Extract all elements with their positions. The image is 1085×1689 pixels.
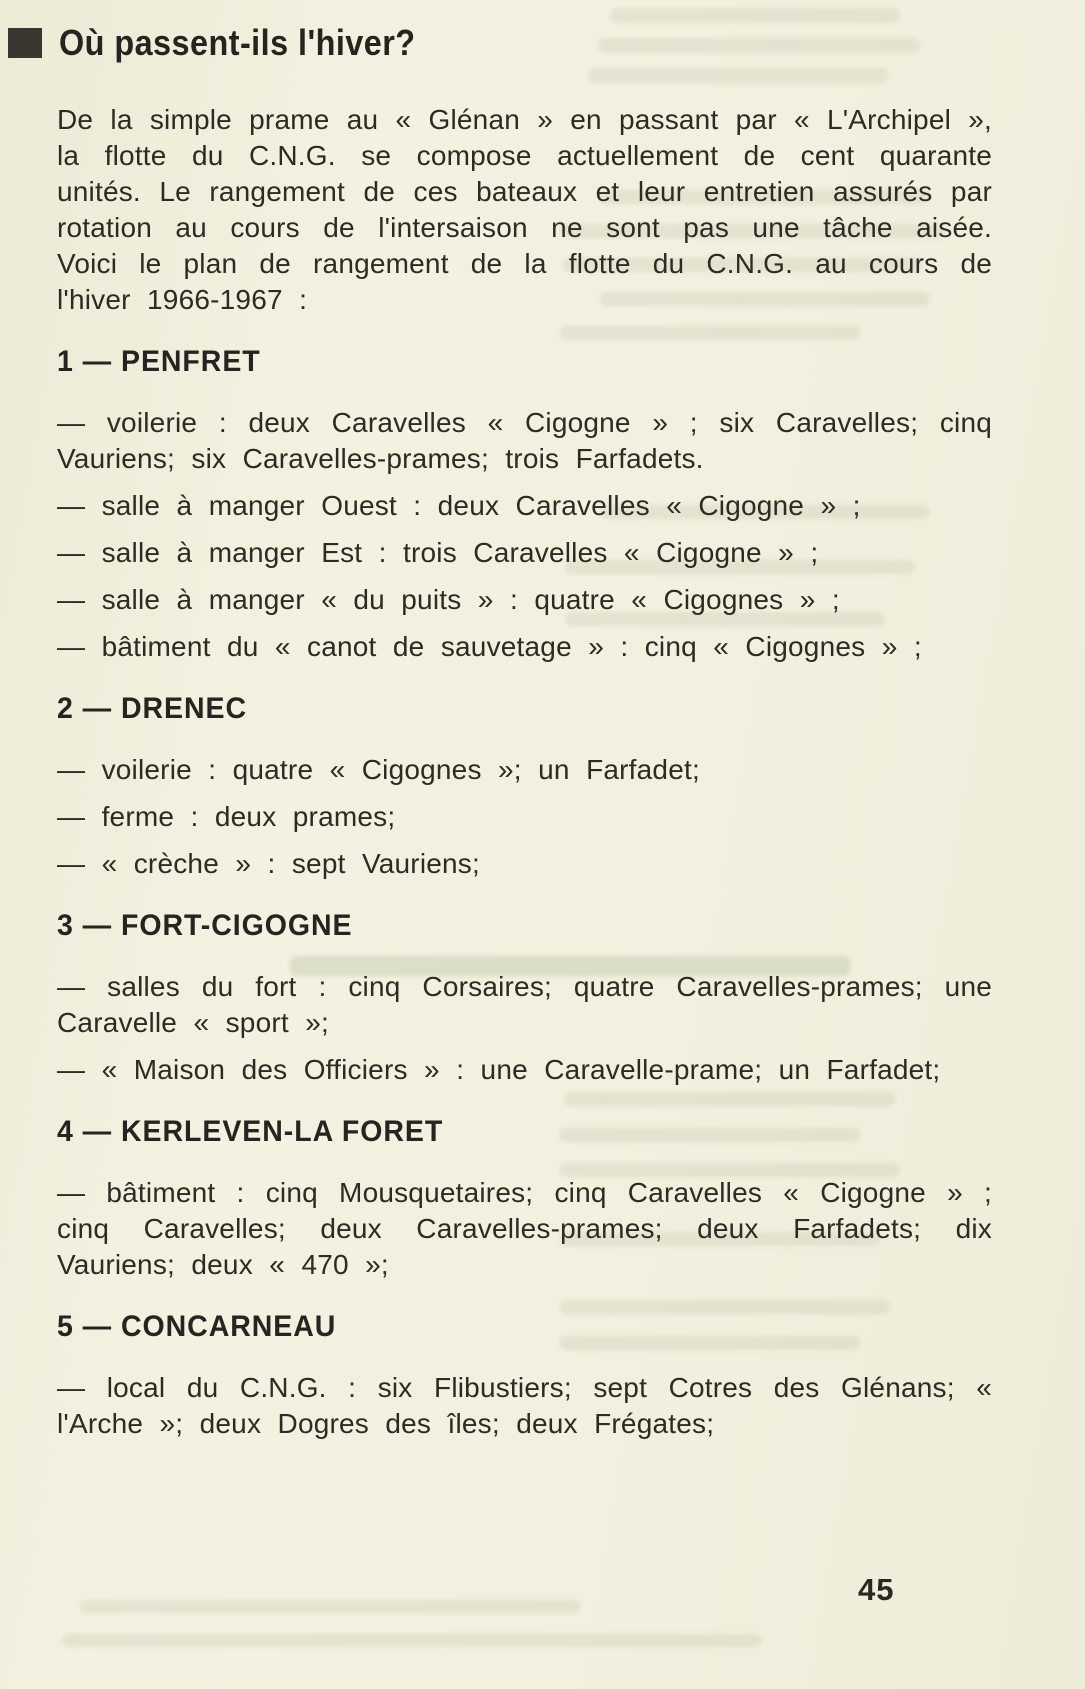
inventory-item: — bâtiment du « canot de sauvetage » : cinq « Cigognes » ; bbox=[57, 631, 922, 662]
inventory-item: — ferme : deux prames; bbox=[57, 801, 396, 832]
section-marker-square-icon bbox=[8, 28, 42, 58]
inventory-item: — voilerie : deux Caravelles « Cigogne » ; six Caravelles; cinq Vauriens; six Caravelles-prames; trois Farfadets. bbox=[57, 407, 992, 474]
page-header bbox=[8, 22, 455, 64]
section-heading: 2 — DRENEC bbox=[57, 692, 248, 725]
section-heading: 4 — KERLEVEN-LA FORET bbox=[57, 1115, 444, 1148]
inventory-item: — salle à manger Est : trois Caravelles « Cigogne » ; bbox=[57, 537, 819, 568]
page-number: 45 bbox=[858, 1572, 895, 1607]
sections-list bbox=[57, 345, 992, 1442]
inventory-item: — salle à manger Ouest : deux Caravelles « Cigogne » ; bbox=[57, 490, 861, 521]
inventory-item: — « Maison des Officiers » : une Caravelle-prame; un Farfadet; bbox=[57, 1054, 941, 1085]
bleed-through-artifact bbox=[62, 1634, 762, 1647]
inventory-item: — salle à manger « du puits » : quatre « Cigognes » ; bbox=[57, 584, 840, 615]
inventory-item: — local du C.N.G. : six Flibustiers; sept Cotres des Glénans; « l'Arche »; deux Dogres des îles; deux Frégates; bbox=[57, 1372, 992, 1439]
intro-paragraph: De la simple prame au « Glénan » en passant par « L'Archipel », la flotte du C.N.G. se compose actuellement de cent quarante unités. Le rangement de ces bateaux et leur entretien assurés par rotation au cours de l'intersaison ne sont pas une tâche aisée. Voici le plan de rangement de la flotte du C.N.G. au cours de l'hiver 1966-1967 : bbox=[57, 104, 992, 315]
inventory-item: — salles du fort : cinq Corsaires; quatre Caravelles-prames; une Caravelle « sport »; bbox=[57, 971, 992, 1038]
section-heading: 3 — FORT-CIGOGNE bbox=[57, 909, 353, 942]
inventory-item: — voilerie : quatre « Cigognes »; un Farfadet; bbox=[57, 754, 700, 785]
text-column bbox=[57, 0, 992, 1453]
section-heading: 5 — CONCARNEAU bbox=[57, 1310, 337, 1343]
bleed-through-artifact bbox=[80, 1600, 580, 1613]
inventory-item: — « crèche » : sept Vauriens; bbox=[57, 848, 480, 879]
section-heading: 1 — PENFRET bbox=[57, 345, 261, 378]
inventory-item: — bâtiment : cinq Mousquetaires; cinq Caravelles « Cigogne » ; cinq Caravelles; deux Caravelles-prames; deux Farfadets; dix Vauriens; deux « 470 »; bbox=[57, 1177, 992, 1280]
page-title: Où passent-ils l'hiver? bbox=[59, 22, 416, 63]
